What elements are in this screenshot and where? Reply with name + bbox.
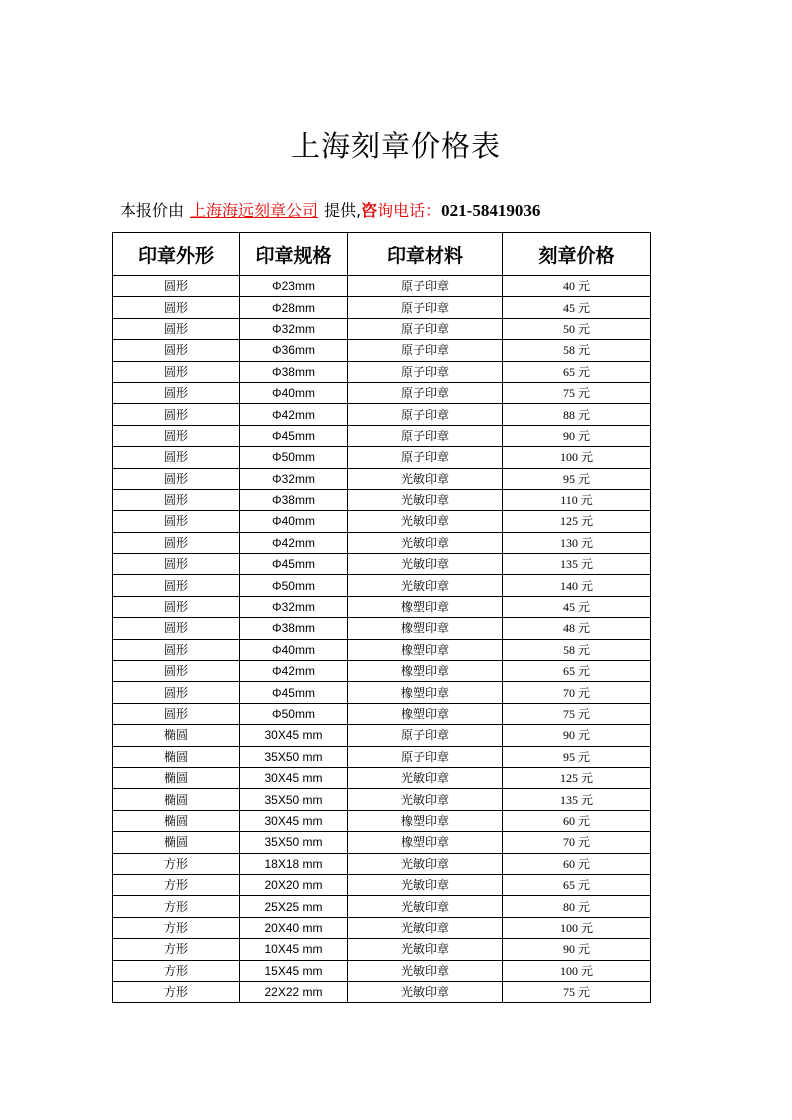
cell-price: 95 元 [503,746,651,767]
cell-spec: Φ42mm [240,661,348,682]
cell-material: 光敏印章 [348,489,503,510]
cell-material: 橡塑印章 [348,832,503,853]
cell-shape: 圆形 [113,297,240,318]
cell-spec: Φ38mm [240,361,348,382]
cell-shape: 圆形 [113,554,240,575]
cell-price: 75 元 [503,703,651,724]
cell-shape: 圆形 [113,682,240,703]
cell-price: 48 元 [503,618,651,639]
cell-material: 原子印章 [348,318,503,339]
table-row [113,575,651,596]
cell-shape: 方形 [113,981,240,1002]
cell-spec: Φ40mm [240,639,348,660]
table-row [113,489,651,510]
cell-shape: 椭圆 [113,789,240,810]
table-row [113,447,651,468]
cell-spec: 30X45 mm [240,810,348,831]
cell-price: 75 元 [503,981,651,1002]
cell-price: 45 元 [503,297,651,318]
cell-spec: Φ23mm [240,276,348,297]
table-row [113,960,651,981]
cell-spec: Φ40mm [240,382,348,403]
cell-material: 橡塑印章 [348,810,503,831]
table-row [113,318,651,339]
cell-shape: 圆形 [113,532,240,553]
cell-spec: 22X22 mm [240,981,348,1002]
cell-spec: Φ50mm [240,703,348,724]
cell-price: 65 元 [503,361,651,382]
cell-material: 光敏印章 [348,468,503,489]
cell-price: 130 元 [503,532,651,553]
table-row [113,725,651,746]
cell-shape: 圆形 [113,318,240,339]
cell-material: 橡塑印章 [348,639,503,660]
cell-spec: 35X50 mm [240,746,348,767]
cell-shape: 圆形 [113,361,240,382]
cell-price: 65 元 [503,661,651,682]
cell-material: 原子印章 [348,276,503,297]
cell-spec: 10X45 mm [240,939,348,960]
cell-shape: 圆形 [113,596,240,617]
table-row [113,939,651,960]
cell-shape: 圆形 [113,618,240,639]
cell-spec: Φ42mm [240,532,348,553]
cell-price: 60 元 [503,853,651,874]
table-row [113,340,651,361]
cell-price: 100 元 [503,960,651,981]
table-row [113,746,651,767]
cell-spec: Φ36mm [240,340,348,361]
cell-material: 光敏印章 [348,917,503,938]
cell-shape: 方形 [113,853,240,874]
header-shape: 印章外形 [113,233,240,276]
cell-material: 原子印章 [348,447,503,468]
cell-price: 95 元 [503,468,651,489]
cell-spec: Φ38mm [240,618,348,639]
cell-material: 光敏印章 [348,511,503,532]
cell-spec: Φ32mm [240,318,348,339]
cell-material: 光敏印章 [348,939,503,960]
cell-shape: 椭圆 [113,810,240,831]
cell-price: 90 元 [503,425,651,446]
intro-provided: 提供, [324,201,362,220]
cell-spec: Φ45mm [240,682,348,703]
cell-spec: 18X18 mm [240,853,348,874]
header-spec: 印章规格 [240,233,348,276]
cell-shape: 方形 [113,896,240,917]
table-row [113,639,651,660]
cell-price: 70 元 [503,682,651,703]
cell-price: 100 元 [503,917,651,938]
table-row [113,896,651,917]
table-row [113,618,651,639]
cell-shape: 圆形 [113,661,240,682]
cell-shape: 椭圆 [113,832,240,853]
page-title: 上海刻章价格表 [290,129,501,163]
cell-shape: 圆形 [113,489,240,510]
intro-prefix: 本报价由 [120,201,185,220]
cell-price: 140 元 [503,575,651,596]
cell-shape: 圆形 [113,511,240,532]
cell-shape: 圆形 [113,340,240,361]
cell-spec: Φ45mm [240,554,348,575]
cell-material: 光敏印章 [348,981,503,1002]
header-price: 刻章价格 [503,233,651,276]
cell-material: 原子印章 [348,746,503,767]
cell-price: 70 元 [503,832,651,853]
cell-price: 80 元 [503,896,651,917]
table-row [113,596,651,617]
table-header-row [113,233,651,276]
cell-price: 135 元 [503,789,651,810]
cell-price: 40 元 [503,276,651,297]
table-row [113,276,651,297]
intro-line [120,198,540,221]
cell-shape: 圆形 [113,382,240,403]
table-row [113,981,651,1002]
cell-shape: 方形 [113,874,240,895]
cell-price: 90 元 [503,939,651,960]
cell-material: 光敏印章 [348,575,503,596]
cell-shape: 圆形 [113,404,240,425]
cell-spec: 25X25 mm [240,896,348,917]
table-row [113,682,651,703]
table-row [113,382,651,403]
cell-shape: 方形 [113,960,240,981]
cell-price: 75 元 [503,382,651,403]
cell-price: 65 元 [503,874,651,895]
cell-spec: Φ32mm [240,468,348,489]
cell-spec: Φ28mm [240,297,348,318]
cell-material: 橡塑印章 [348,703,503,724]
cell-shape: 圆形 [113,575,240,596]
table-row [113,404,651,425]
cell-spec: 20X40 mm [240,917,348,938]
cell-material: 橡塑印章 [348,661,503,682]
cell-price: 88 元 [503,404,651,425]
cell-material: 原子印章 [348,340,503,361]
table-row [113,425,651,446]
cell-spec: Φ45mm [240,425,348,446]
cell-price: 45 元 [503,596,651,617]
table-row [113,917,651,938]
cell-spec: 35X50 mm [240,832,348,853]
cell-shape: 圆形 [113,703,240,724]
cell-material: 橡塑印章 [348,682,503,703]
cell-material: 原子印章 [348,425,503,446]
cell-spec: 35X50 mm [240,789,348,810]
cell-price: 135 元 [503,554,651,575]
cell-spec: 15X45 mm [240,960,348,981]
inquiry-label: 询电话： [377,201,442,220]
table-row [113,789,651,810]
cell-material: 原子印章 [348,297,503,318]
header-material: 印章材料 [348,233,503,276]
cell-price: 110 元 [503,489,651,510]
cell-spec: Φ42mm [240,404,348,425]
cell-spec: 30X45 mm [240,725,348,746]
cell-material: 光敏印章 [348,853,503,874]
cell-material: 原子印章 [348,382,503,403]
table-row [113,810,651,831]
cell-price: 58 元 [503,340,651,361]
cell-material: 橡塑印章 [348,618,503,639]
cell-material: 光敏印章 [348,896,503,917]
cell-shape: 椭圆 [113,725,240,746]
cell-price: 100 元 [503,447,651,468]
cell-material: 原子印章 [348,404,503,425]
cell-price: 125 元 [503,511,651,532]
cell-material: 光敏印章 [348,532,503,553]
cell-shape: 方形 [113,917,240,938]
cell-shape: 圆形 [113,425,240,446]
cell-price: 58 元 [503,639,651,660]
table-row [113,832,651,853]
phone-number: 021-58419036 [441,201,541,220]
cell-shape: 圆形 [113,276,240,297]
table-row [113,661,651,682]
cell-price: 90 元 [503,725,651,746]
cell-price: 60 元 [503,810,651,831]
cell-material: 原子印章 [348,361,503,382]
cell-material: 光敏印章 [348,874,503,895]
table-body [113,276,651,1003]
cell-price: 125 元 [503,767,651,788]
cell-spec: Φ50mm [240,575,348,596]
table-row [113,468,651,489]
table-row [113,511,651,532]
table-row [113,554,651,575]
inquiry-zi: 咨 [361,201,378,220]
cell-shape: 椭圆 [113,767,240,788]
table-row [113,532,651,553]
price-table [112,232,651,1003]
cell-spec: Φ50mm [240,447,348,468]
cell-spec: Φ32mm [240,596,348,617]
cell-material: 光敏印章 [348,554,503,575]
table-row [113,703,651,724]
cell-spec: 20X20 mm [240,874,348,895]
cell-price: 50 元 [503,318,651,339]
table-row [113,297,651,318]
cell-shape: 圆形 [113,639,240,660]
cell-material: 橡塑印章 [348,596,503,617]
cell-shape: 方形 [113,939,240,960]
cell-shape: 圆形 [113,468,240,489]
cell-shape: 椭圆 [113,746,240,767]
table-row [113,767,651,788]
table-row [113,874,651,895]
cell-shape: 圆形 [113,447,240,468]
cell-spec: Φ38mm [240,489,348,510]
cell-material: 光敏印章 [348,789,503,810]
table-row [113,361,651,382]
cell-material: 原子印章 [348,725,503,746]
cell-material: 光敏印章 [348,767,503,788]
company-link[interactable]: 上海海远刻章公司 [190,201,319,220]
table-row [113,853,651,874]
cell-spec: 30X45 mm [240,767,348,788]
cell-spec: Φ40mm [240,511,348,532]
cell-material: 光敏印章 [348,960,503,981]
